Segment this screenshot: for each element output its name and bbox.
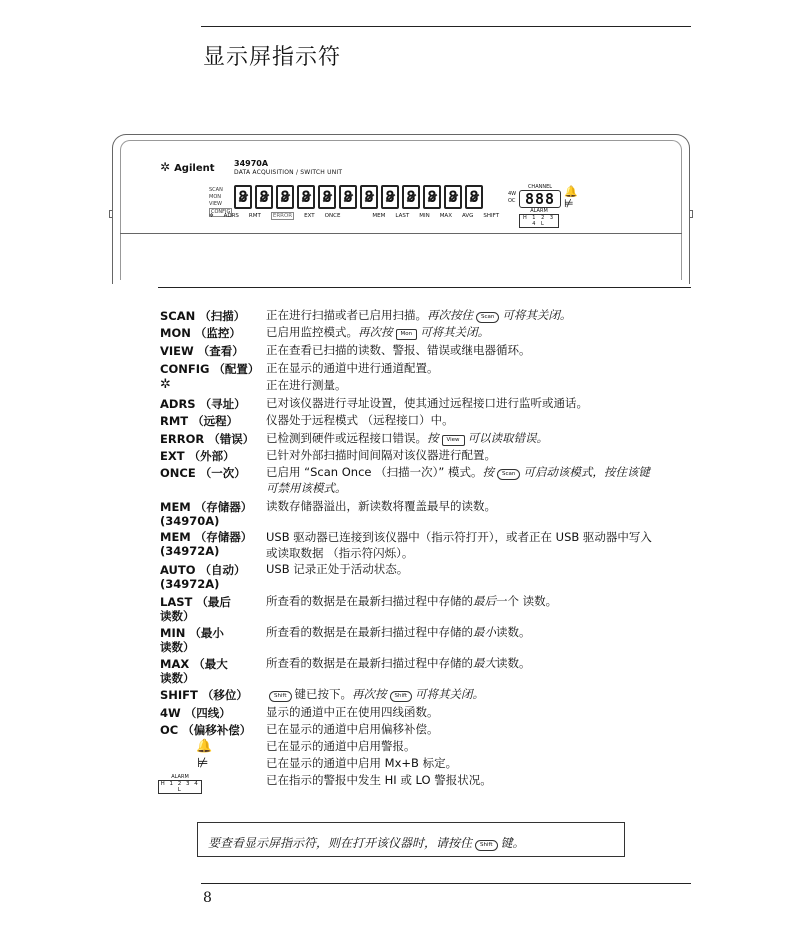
status-indicators	[209, 212, 499, 220]
indicator-rmt: RMT	[248, 213, 261, 219]
desc-4w: 显示的通道中正在使用四线函数。	[266, 705, 439, 719]
mxb-icon: ⊭	[197, 756, 209, 771]
mode-view: VIEW	[209, 201, 222, 207]
desc-max: 所查看的数据是在最新扫描过程中存储的最大读数。	[266, 656, 531, 670]
indicator-mem: MEM	[372, 213, 386, 219]
panel-base-line	[120, 233, 682, 234]
indicator-once: ONCE	[324, 213, 341, 219]
term-oc: OC （偏移补偿）	[160, 723, 252, 737]
desc-alarm: 已在显示的通道中启用警报。	[266, 739, 416, 753]
segment-digit: 8	[234, 185, 252, 209]
indicator-4w: 4W	[508, 191, 517, 197]
shift-key-icon: Shift	[390, 691, 413, 702]
desc-mxb: 已在显示的通道中启用 Mx+B 标定。	[266, 756, 458, 770]
segment-digit: 8	[318, 185, 336, 209]
indicator-max: MAX	[439, 213, 452, 219]
spark-icon: ✲	[160, 160, 171, 174]
agilent-logo	[160, 160, 215, 174]
top-rule	[201, 26, 691, 27]
bottom-rule	[201, 883, 691, 884]
measuring-icon: ✲	[160, 377, 171, 392]
term-max: MAX （最大 读数）	[160, 657, 228, 685]
mon-key-icon: Mon	[396, 329, 418, 340]
desc-last: 所查看的数据是在最新扫描过程中存储的最后一个 读数。	[266, 594, 558, 608]
alarm-panel-indicator	[519, 208, 559, 228]
segment-digit: 8	[402, 185, 420, 209]
desc-rmt: 仪器处于远程模式 （远程接口）中。	[266, 413, 454, 427]
front-panel-illustration	[112, 134, 690, 274]
model-subtitle: DATA ACQUISITION / SWITCH UNIT	[234, 169, 343, 176]
mode-mon: MON	[209, 194, 221, 200]
scan-key-icon: Scan	[497, 469, 520, 480]
mode-config: CONFIG	[211, 209, 231, 215]
segment-digit: 8	[276, 185, 294, 209]
indicator-avg: AVG	[461, 213, 474, 219]
panel-icons	[564, 186, 578, 210]
desc-once: 已启用 “Scan Once （扫描一次）” 模式。按 Scan 可启动该模式，按住该键 可禁用该模式。	[266, 465, 650, 495]
model-label	[234, 159, 342, 177]
shift-key-icon: Shift	[269, 691, 292, 702]
indicator-last: LAST	[395, 213, 410, 219]
mini-indicators	[508, 191, 516, 205]
term-4w: 4W （四线）	[160, 706, 231, 720]
term-last: LAST （最后 读数）	[160, 595, 231, 623]
desc-view: 正在查看已扫描的读数、警报、错误或继电器循环。	[266, 343, 531, 357]
term-adrs: ADRS （寻址）	[160, 397, 246, 411]
segment-digit: 8	[255, 185, 273, 209]
term-once: ONCE （一次）	[160, 466, 246, 480]
desc-scan: 正在进行扫描或者已启用扫描。再次按住 Scan 可将其关闭。	[266, 308, 572, 322]
alarm-numbers: H 1 2 3 4 L	[519, 214, 559, 228]
term-rmt: RMT （远程）	[160, 414, 239, 428]
term-error: ERROR （错误）	[160, 432, 255, 446]
indicator-min: MIN	[419, 213, 430, 219]
segment-digit: 8	[360, 185, 378, 209]
desc-measuring: 正在进行测量。	[266, 378, 347, 392]
term-mem-34970a: MEM （存储器） (34970A)	[160, 500, 253, 528]
mode-scan: SCAN	[209, 187, 223, 193]
indicator-adrs: ADRS	[223, 213, 239, 219]
brand-text: Agilent	[174, 163, 215, 174]
indicator-measuring-icon: ✲	[209, 213, 214, 219]
desc-mon: 已启用监控模式。再次按 Mon 可将其关闭。	[266, 325, 490, 339]
desc-oc: 已在显示的通道中启用偏移补偿。	[266, 722, 439, 736]
indicator-ext: EXT	[304, 213, 315, 219]
segment-digit: 8	[423, 185, 441, 209]
desc-config: 正在显示的通道中进行通道配置。	[266, 361, 439, 375]
alarm-bell-icon: 🔔	[564, 185, 578, 198]
segment-digit: 8	[465, 185, 483, 209]
page-title: 显示屏指示符	[203, 45, 342, 70]
segment-digit: 8	[297, 185, 315, 209]
desc-min: 所查看的数据是在最新扫描过程中存储的最小读数。	[266, 625, 531, 639]
desc-mem-34972a: USB 驱动器已连接到该仪器中（指示符打开），或者正在 USB 驱动器中写入 或读取数据 （指示符闪烁）。	[266, 530, 652, 560]
desc-error: 已检测到硬件或远程接口错误。按 View 可以读取错误。	[266, 431, 549, 445]
segment-digit: 8	[444, 185, 462, 209]
shift-key-icon: Shift	[475, 840, 498, 851]
channel-digits: 888	[519, 190, 561, 208]
section-rule	[158, 287, 691, 288]
model-number: 34970A	[234, 159, 269, 168]
channel-display	[519, 184, 561, 208]
indicator-oc: OC	[508, 198, 516, 204]
desc-hilo: 已在指示的警报中发生 HI 或 LO 警报状况。	[266, 773, 492, 787]
panel-notch-left	[109, 210, 113, 218]
term-ext: EXT （外部）	[160, 449, 235, 463]
alarm-bell-icon: 🔔	[196, 739, 213, 754]
indicator-error: ERROR	[272, 213, 293, 219]
view-key-icon: View	[442, 435, 465, 446]
desc-adrs: 已对该仪器进行寻址设置，使其通过远程接口进行监听或通话。	[266, 396, 588, 410]
desc-auto: USB 记录正处于活动状态。	[266, 562, 409, 576]
note-text: 要查看显示屏指示符，则在打开该仪器时，请按住 Shift 键。	[208, 836, 525, 850]
alarm-label: ALARM	[530, 208, 548, 214]
segment-display	[234, 185, 483, 211]
panel-notch-right	[689, 210, 693, 218]
alarm-hilo-icon: ALARM H 1 2 3 4 L	[158, 774, 202, 794]
term-view: VIEW （查看）	[160, 344, 244, 358]
channel-label: CHANNEL	[527, 184, 553, 190]
term-scan: SCAN （扫描）	[160, 309, 246, 323]
desc-mem-34970a: 读数存储器溢出，新读数将覆盖最早的读数。	[266, 499, 496, 513]
term-min: MIN （最小 读数）	[160, 626, 224, 654]
term-mon: MON （监控）	[160, 326, 241, 340]
indicator-shift: SHIFT	[483, 213, 500, 219]
term-mem-34972a: MEM （存储器） (34972A)	[160, 530, 253, 558]
desc-ext: 已针对外部扫描时间间隔对该仪器进行配置。	[266, 448, 496, 462]
mxb-icon: ⊭	[564, 197, 574, 210]
term-auto: AUTO （自动） (34972A)	[160, 563, 246, 591]
term-config: CONFIG （配置）	[160, 362, 260, 376]
segment-digit: 8	[381, 185, 399, 209]
segment-digit: 8	[339, 185, 357, 209]
scan-key-icon: Scan	[476, 312, 499, 323]
page-number: 8	[203, 890, 212, 906]
desc-shift: Shift 键已按下。再次按 Shift 可将其关闭。	[266, 687, 686, 703]
term-shift: SHIFT （移位）	[160, 688, 248, 702]
